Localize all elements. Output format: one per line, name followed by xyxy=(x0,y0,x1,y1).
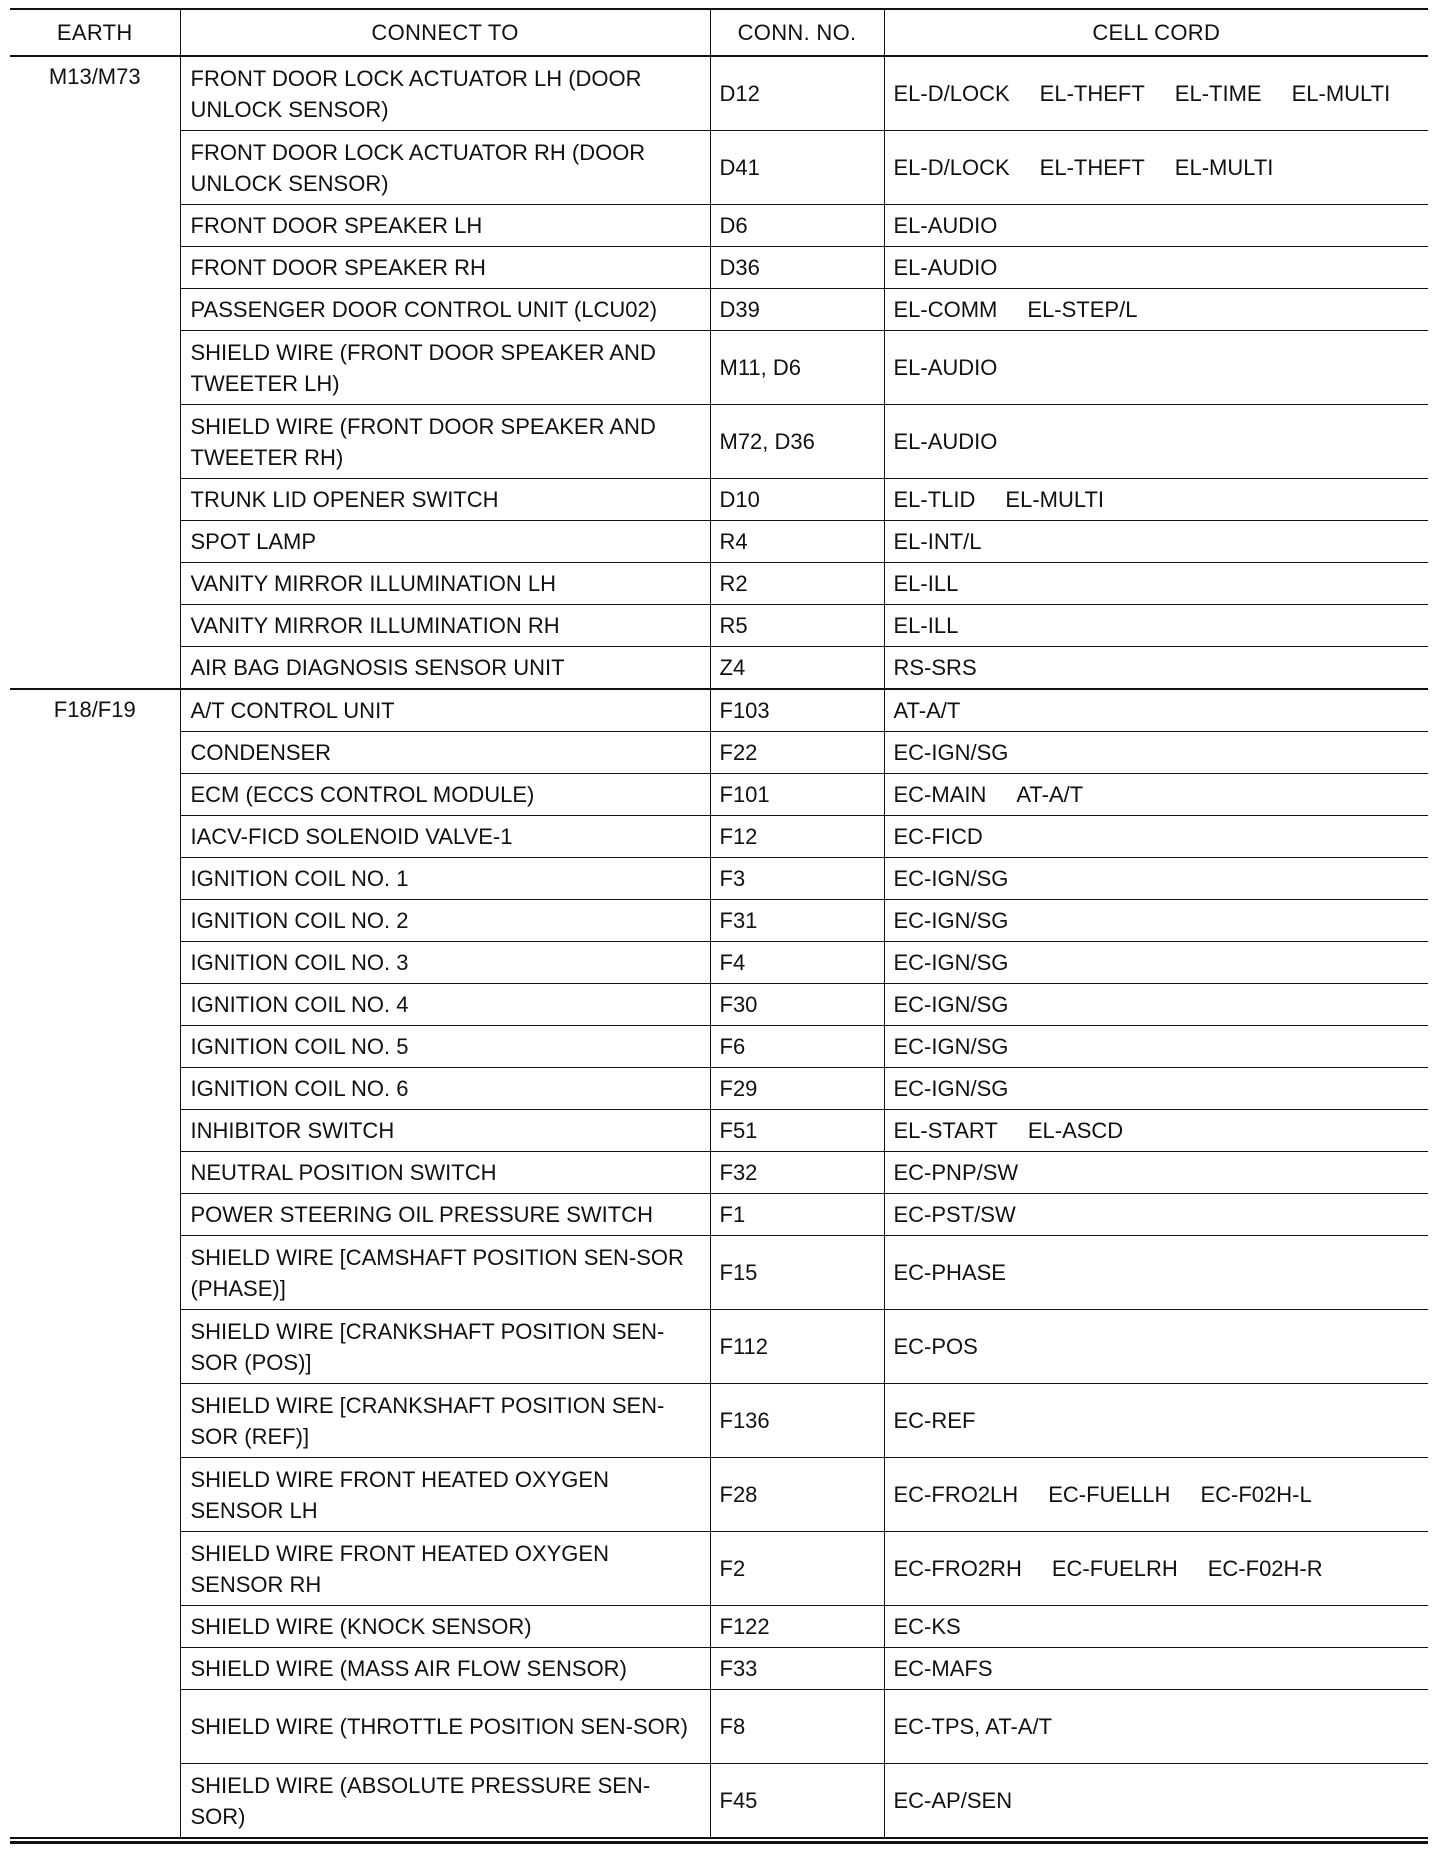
cell-cord-cell xyxy=(884,816,1428,858)
cell-cord-cell xyxy=(884,689,1428,732)
conn-no-cell: R2 xyxy=(710,563,884,605)
cell-cord-cell xyxy=(884,647,1428,690)
conn-no-cell: F112 xyxy=(710,1310,884,1384)
cell-cord-cell xyxy=(884,900,1428,942)
conn-no-cell: D36 xyxy=(710,247,884,289)
cell-cord-item: EC-IGN/SG xyxy=(893,950,1009,975)
cell-cord-cell xyxy=(884,732,1428,774)
connect-to-cell: SHIELD WIRE (FRONT DOOR SPEAKER AND TWEETER LH) xyxy=(180,331,710,405)
conn-no-cell: F8 xyxy=(710,1690,884,1764)
connect-to-cell: ECM (ECCS CONTROL MODULE) xyxy=(180,774,710,816)
cell-cord-cell xyxy=(884,1458,1428,1532)
conn-no-cell: F33 xyxy=(710,1648,884,1690)
table-row xyxy=(10,1068,1428,1110)
cell-cord-cell xyxy=(884,1648,1428,1690)
cell-cord-cell xyxy=(884,247,1428,289)
connect-to-cell: SHIELD WIRE FRONT HEATED OXYGEN SENSOR LH xyxy=(180,1458,710,1532)
connect-to-cell: SHIELD WIRE (MASS AIR FLOW SENSOR) xyxy=(180,1648,710,1690)
connect-to-cell: SHIELD WIRE (FRONT DOOR SPEAKER AND TWEETER RH) xyxy=(180,405,710,479)
connect-to-cell: POWER STEERING OIL PRESSURE SWITCH xyxy=(180,1194,710,1236)
table-row xyxy=(10,1532,1428,1606)
connect-to-cell: IGNITION COIL NO. 4 xyxy=(180,984,710,1026)
cell-cord-item: EL-ASCD xyxy=(1027,1118,1124,1143)
conn-no-cell: F15 xyxy=(710,1236,884,1310)
cell-cord-item: EC-FRO2RH xyxy=(893,1556,1022,1581)
cell-cord-item: EC-IGN/SG xyxy=(893,866,1009,891)
conn-no-cell: F3 xyxy=(710,858,884,900)
cell-cord-item: EC-IGN/SG xyxy=(893,1076,1009,1101)
cell-cord-item: EL-AUDIO xyxy=(893,355,998,380)
connect-to-cell: SHIELD WIRE (KNOCK SENSOR) xyxy=(180,1606,710,1648)
cell-cord-cell xyxy=(884,563,1428,605)
conn-no-cell: F45 xyxy=(710,1764,884,1839)
table-row xyxy=(10,605,1428,647)
cell-cord-item: RS-SRS xyxy=(893,655,977,680)
connect-to-cell: SHIELD WIRE (ABSOLUTE PRESSURE SEN-SOR) xyxy=(180,1764,710,1839)
conn-no-cell: D41 xyxy=(710,131,884,205)
cell-cord-item: EC-FUELRH xyxy=(1051,1556,1178,1581)
conn-no-cell: F30 xyxy=(710,984,884,1026)
table-row xyxy=(10,289,1428,331)
table-row xyxy=(10,1458,1428,1532)
conn-no-cell: F28 xyxy=(710,1458,884,1532)
header-cell-cord: CELL CORD xyxy=(884,9,1428,56)
table-row xyxy=(10,984,1428,1026)
table-row xyxy=(10,331,1428,405)
conn-no-cell: R4 xyxy=(710,521,884,563)
cell-cord-cell xyxy=(884,331,1428,405)
table-row xyxy=(10,1648,1428,1690)
conn-no-cell: D39 xyxy=(710,289,884,331)
cell-cord-cell xyxy=(884,984,1428,1026)
connect-to-cell: SHIELD WIRE FRONT HEATED OXYGEN SENSOR RH xyxy=(180,1532,710,1606)
connect-to-cell: SHIELD WIRE [CRANKSHAFT POSITION SEN-SOR (REF)] xyxy=(180,1384,710,1458)
conn-no-cell: F103 xyxy=(710,689,884,732)
cell-cord-item: EL-D/LOCK xyxy=(893,155,1010,180)
cell-cord-item: EC-PST/SW xyxy=(893,1202,1016,1227)
table-row xyxy=(10,247,1428,289)
cell-cord-item: EL-TIME xyxy=(1174,81,1262,106)
connect-to-cell: TRUNK LID OPENER SWITCH xyxy=(180,479,710,521)
conn-no-cell: M72, D36 xyxy=(710,405,884,479)
table-row xyxy=(10,647,1428,690)
conn-no-cell: F122 xyxy=(710,1606,884,1648)
table-row xyxy=(10,774,1428,816)
cell-cord-item: EL-INT/L xyxy=(893,529,982,554)
cell-cord-cell xyxy=(884,1532,1428,1606)
conn-no-cell: F6 xyxy=(710,1026,884,1068)
table-row xyxy=(10,1236,1428,1310)
table-row xyxy=(10,521,1428,563)
header-earth: EARTH xyxy=(10,9,180,56)
connect-to-cell: NEUTRAL POSITION SWITCH xyxy=(180,1152,710,1194)
cell-cord-cell xyxy=(884,1236,1428,1310)
cell-cord-cell xyxy=(884,942,1428,984)
cell-cord-cell xyxy=(884,205,1428,247)
table-row xyxy=(10,479,1428,521)
conn-no-cell: F29 xyxy=(710,1068,884,1110)
connect-to-cell: SHIELD WIRE (THROTTLE POSITION SEN-SOR) xyxy=(180,1690,710,1764)
cell-cord-item: AT-A/T xyxy=(893,698,961,723)
cell-cord-item: EC-AP/SEN xyxy=(893,1788,1013,1813)
cell-cord-item: EC-F02H-R xyxy=(1207,1556,1323,1581)
cell-cord-item: AT-A/T xyxy=(1016,782,1084,807)
cell-cord-cell xyxy=(884,858,1428,900)
connect-to-cell: VANITY MIRROR ILLUMINATION RH xyxy=(180,605,710,647)
cell-cord-item: EL-THEFT xyxy=(1039,81,1145,106)
table-row xyxy=(10,689,1428,732)
cell-cord-item: EC-IGN/SG xyxy=(893,1034,1009,1059)
cell-cord-cell xyxy=(884,405,1428,479)
cell-cord-item: EL-D/LOCK xyxy=(893,81,1010,106)
cell-cord-item: EC-IGN/SG xyxy=(893,740,1009,765)
table-row xyxy=(10,563,1428,605)
cell-cord-cell xyxy=(884,479,1428,521)
conn-no-cell: F101 xyxy=(710,774,884,816)
connect-to-cell: AIR BAG DIAGNOSIS SENSOR UNIT xyxy=(180,647,710,690)
connect-to-cell: PASSENGER DOOR CONTROL UNIT (LCU02) xyxy=(180,289,710,331)
cell-cord-cell xyxy=(884,131,1428,205)
table-row xyxy=(10,1310,1428,1384)
header-conn-no: CONN. NO. xyxy=(710,9,884,56)
connect-to-cell: FRONT DOOR LOCK ACTUATOR LH (DOOR UNLOCK SENSOR) xyxy=(180,56,710,131)
conn-no-cell: F51 xyxy=(710,1110,884,1152)
conn-no-cell: R5 xyxy=(710,605,884,647)
cell-cord-cell xyxy=(884,1606,1428,1648)
table-row xyxy=(10,1764,1428,1839)
cell-cord-item: EL-MULTI xyxy=(1174,155,1274,180)
conn-no-cell: F4 xyxy=(710,942,884,984)
cell-cord-item: EC-FICD xyxy=(893,824,983,849)
table-row xyxy=(10,1194,1428,1236)
connect-to-cell: VANITY MIRROR ILLUMINATION LH xyxy=(180,563,710,605)
table-row xyxy=(10,942,1428,984)
cell-cord-item: EL-AUDIO xyxy=(893,213,998,238)
table-body xyxy=(10,56,1428,1838)
connect-to-cell: IGNITION COIL NO. 1 xyxy=(180,858,710,900)
cell-cord-cell xyxy=(884,289,1428,331)
connect-to-cell: A/T CONTROL UNIT xyxy=(180,689,710,732)
cell-cord-item: EC-F02H-L xyxy=(1200,1482,1312,1507)
conn-no-cell: F31 xyxy=(710,900,884,942)
connect-to-cell: IGNITION COIL NO. 3 xyxy=(180,942,710,984)
connect-to-cell: IGNITION COIL NO. 6 xyxy=(180,1068,710,1110)
cell-cord-cell xyxy=(884,1110,1428,1152)
cell-cord-item: EC-IGN/SG xyxy=(893,908,1009,933)
table-row xyxy=(10,732,1428,774)
conn-no-cell: F2 xyxy=(710,1532,884,1606)
cell-cord-item: EC-KS xyxy=(893,1614,961,1639)
table-row xyxy=(10,900,1428,942)
connect-to-cell: SHIELD WIRE [CRANKSHAFT POSITION SEN-SOR (POS)] xyxy=(180,1310,710,1384)
cell-cord-item: EC-MAFS xyxy=(893,1656,993,1681)
earth-point-cell: F18/F19 xyxy=(10,689,180,1838)
cell-cord-cell xyxy=(884,1194,1428,1236)
connect-to-cell: INHIBITOR SWITCH xyxy=(180,1110,710,1152)
connect-to-cell: CONDENSER xyxy=(180,732,710,774)
cell-cord-cell xyxy=(884,1026,1428,1068)
conn-no-cell: F12 xyxy=(710,816,884,858)
conn-no-cell: D10 xyxy=(710,479,884,521)
conn-no-cell: M11, D6 xyxy=(710,331,884,405)
conn-no-cell: D12 xyxy=(710,56,884,131)
earth-point-table xyxy=(10,8,1428,1839)
table-row xyxy=(10,816,1428,858)
header-connect-to: CONNECT TO xyxy=(180,9,710,56)
cell-cord-item: EL-AUDIO xyxy=(893,429,998,454)
table-row xyxy=(10,1152,1428,1194)
cell-cord-item: EL-THEFT xyxy=(1039,155,1145,180)
connect-to-cell: IGNITION COIL NO. 5 xyxy=(180,1026,710,1068)
cell-cord-item: EL-START xyxy=(893,1118,998,1143)
cell-cord-item: EL-ILL xyxy=(893,571,959,596)
table-row xyxy=(10,1606,1428,1648)
cell-cord-item: EL-ILL xyxy=(893,613,959,638)
cell-cord-cell xyxy=(884,1068,1428,1110)
cell-cord-item: EL-STEP/L xyxy=(1027,297,1138,322)
cell-cord-cell xyxy=(884,1384,1428,1458)
connect-to-cell: FRONT DOOR SPEAKER RH xyxy=(180,247,710,289)
header-row xyxy=(10,9,1428,56)
conn-no-cell: F136 xyxy=(710,1384,884,1458)
table-row xyxy=(10,56,1428,131)
table-row xyxy=(10,131,1428,205)
cell-cord-item: EL-TLID xyxy=(893,487,976,512)
table-row xyxy=(10,1690,1428,1764)
connect-to-cell: FRONT DOOR SPEAKER LH xyxy=(180,205,710,247)
earth-point-cell: M13/M73 xyxy=(10,56,180,689)
cell-cord-item: EL-AUDIO xyxy=(893,255,998,280)
cell-cord-item: EC-FUELLH xyxy=(1048,1482,1171,1507)
cell-cord-cell xyxy=(884,1764,1428,1839)
cell-cord-cell xyxy=(884,1152,1428,1194)
cell-cord-cell xyxy=(884,56,1428,131)
conn-no-cell: F32 xyxy=(710,1152,884,1194)
cell-cord-item: EC-POS xyxy=(893,1334,978,1359)
connect-to-cell: IGNITION COIL NO. 2 xyxy=(180,900,710,942)
table-row xyxy=(10,405,1428,479)
connect-to-cell: SHIELD WIRE [CAMSHAFT POSITION SEN-SOR (PHASE)] xyxy=(180,1236,710,1310)
conn-no-cell: F1 xyxy=(710,1194,884,1236)
conn-no-cell: F22 xyxy=(710,732,884,774)
cell-cord-cell xyxy=(884,605,1428,647)
cell-cord-item: EC-PHASE xyxy=(893,1260,1006,1285)
table-row xyxy=(10,1026,1428,1068)
cell-cord-item: EL-MULTI xyxy=(1291,81,1391,106)
cell-cord-item: EC-FRO2LH xyxy=(893,1482,1019,1507)
cell-cord-item: EC-REF xyxy=(893,1408,976,1433)
connect-to-cell: IACV-FICD SOLENOID VALVE-1 xyxy=(180,816,710,858)
cell-cord-item: EC-MAIN xyxy=(893,782,987,807)
cell-cord-cell xyxy=(884,1690,1428,1764)
table-row xyxy=(10,1110,1428,1152)
table-row xyxy=(10,858,1428,900)
cell-cord-item: EC-TPS, AT-A/T xyxy=(893,1714,1053,1739)
earth-point-table-sheet xyxy=(10,8,1428,1839)
conn-no-cell: Z4 xyxy=(710,647,884,690)
connect-to-cell: SPOT LAMP xyxy=(180,521,710,563)
table-row xyxy=(10,1384,1428,1458)
cell-cord-cell xyxy=(884,774,1428,816)
cell-cord-item: EL-COMM xyxy=(893,297,998,322)
cell-cord-cell xyxy=(884,1310,1428,1384)
table-row xyxy=(10,205,1428,247)
conn-no-cell: D6 xyxy=(710,205,884,247)
cell-cord-cell xyxy=(884,521,1428,563)
connect-to-cell: FRONT DOOR LOCK ACTUATOR RH (DOOR UNLOCK SENSOR) xyxy=(180,131,710,205)
cell-cord-item: EC-PNP/SW xyxy=(893,1160,1019,1185)
cell-cord-item: EC-IGN/SG xyxy=(893,992,1009,1017)
cell-cord-item: EL-MULTI xyxy=(1005,487,1105,512)
bottom-rule xyxy=(10,1841,1428,1844)
